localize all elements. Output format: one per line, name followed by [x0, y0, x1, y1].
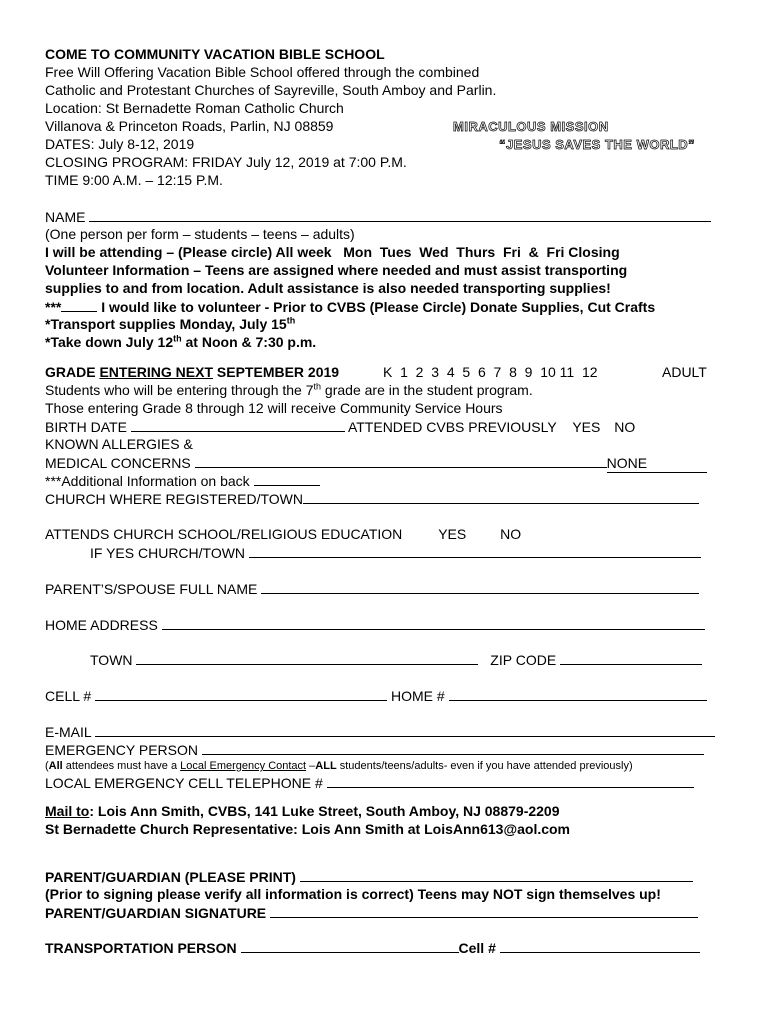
email-field[interactable] — [95, 723, 715, 737]
mail-to-label: Mail to — [45, 803, 90, 819]
grade-adult-option[interactable]: ADULT — [662, 364, 707, 380]
note-all-1: All — [48, 760, 63, 772]
guardian-print-label: PARENT/GUARDIAN (PLEASE PRINT) — [45, 869, 296, 885]
church-row — [45, 490, 699, 508]
volunteer-info-1: Volunteer Information – Teens are assigned where needed and must assist transporting — [45, 262, 628, 278]
volunteer-text[interactable]: I would like to volunteer - Prior to CVBS (Please Circle) Donate Supplies, Cut Crafts — [101, 299, 656, 315]
attending-days[interactable]: I will be attending – (Please circle) All week Mon Tues Wed Thurs Fri & Fri Closing — [45, 244, 620, 260]
take-down-text-a: *Take down July 12 — [45, 334, 174, 350]
volunteer-field[interactable] — [61, 298, 97, 312]
take-down-sup: th — [173, 333, 182, 344]
local-cell-field[interactable] — [327, 774, 694, 788]
if-yes-field[interactable] — [249, 544, 701, 558]
take-down-row — [45, 334, 316, 351]
zip-label: ZIP CODE — [490, 652, 557, 668]
theme-title: MIRACULOUS MISSION — [453, 119, 609, 134]
transport-supplies-row — [45, 316, 295, 333]
medical-field[interactable] — [195, 454, 607, 468]
transportation-label: TRANSPORTATION PERSON — [45, 940, 237, 956]
additional-row — [45, 472, 320, 490]
church-field[interactable] — [303, 490, 699, 504]
medical-label: MEDICAL CONCERNS — [45, 455, 191, 471]
volunteer-info-2: supplies to and from location. Adult assistance is also needed transporting supplies! — [45, 280, 611, 296]
grade-label-c: SEPTEMBER 2019 — [213, 364, 340, 380]
transportation-cell-label: Cell # — [458, 940, 496, 956]
verify-note: (Prior to signing please verify all information is correct) Teens may NOT sign themselves up! — [45, 886, 661, 902]
grade-row — [45, 364, 339, 381]
guardian-print-field[interactable] — [300, 868, 693, 882]
attended-yes-option[interactable]: YES — [572, 419, 601, 435]
form-title: COME TO COMMUNITY VACATION BIBLE SCHOOL — [45, 46, 385, 62]
students-text-a: Students who will be entering through the 7 — [45, 382, 314, 398]
transportation-cell-field[interactable] — [500, 939, 700, 953]
service-hours-text: Those entering Grade 8 through 12 will receive Community Service Hours — [45, 400, 503, 416]
medical-row — [45, 454, 707, 473]
transport-supplies-text: *Transport supplies Monday, July 15 — [45, 316, 287, 332]
email-row — [45, 723, 715, 741]
note-local-contact: Local Emergency Contact — [180, 760, 307, 772]
grade-options[interactable]: K 1 2 3 4 5 6 7 8 9 10 11 12 — [383, 364, 598, 380]
home-phone-field[interactable] — [449, 687, 707, 701]
parent-name-row — [45, 580, 699, 598]
home-phone-label: HOME # — [390, 688, 445, 704]
attends-no-option[interactable]: NO — [500, 526, 522, 542]
name-row — [45, 208, 711, 226]
students-program-row — [45, 382, 533, 399]
mail-to-row — [45, 803, 560, 820]
note-text-1: attendees must have a — [62, 760, 181, 772]
note-open-paren: ( — [45, 760, 49, 772]
local-cell-row — [45, 774, 694, 792]
local-cell-label: LOCAL EMERGENCY CELL TELEPHONE # — [45, 775, 323, 791]
town-field[interactable] — [136, 651, 478, 665]
attended-no-option[interactable]: NO — [614, 419, 636, 435]
name-field[interactable] — [89, 208, 711, 222]
transportation-field[interactable] — [241, 939, 459, 953]
guardian-print-row — [45, 868, 693, 886]
header-line-1: Free Will Offering Vacation Bible School offered through the combined — [45, 64, 480, 80]
emergency-row — [45, 741, 704, 759]
town-row — [90, 651, 702, 669]
note-all-2: ALL — [315, 760, 337, 772]
attended-label: ATTENDED CVBS PREVIOUSLY — [347, 419, 557, 435]
emergency-label: EMERGENCY PERSON — [45, 742, 198, 758]
theme-subtitle: “JESUS SAVES THE WORLD” — [499, 137, 696, 152]
one-person-note: (One person per form – students – teens – adults) — [45, 226, 355, 242]
allergies-label: KNOWN ALLERGIES & — [45, 436, 193, 452]
none-option[interactable] — [607, 455, 707, 473]
attends-row — [45, 526, 521, 543]
church-label: CHURCH WHERE REGISTERED/TOWN — [45, 491, 303, 507]
volunteer-prefix: *** — [45, 299, 62, 315]
home-address-row — [45, 616, 705, 634]
attends-yes-option[interactable]: YES — [438, 526, 467, 542]
header-line-2: Catholic and Protestant Churches of Sayreville, South Amboy and Parlin. — [45, 82, 497, 98]
zip-field[interactable] — [560, 651, 702, 665]
guardian-signature-row — [45, 904, 698, 922]
emergency-field[interactable] — [202, 741, 704, 755]
transportation-row — [45, 939, 700, 957]
representative-text: St Bernadette Church Representative: Lois Ann Smith at LoisAnn613@aol.com — [45, 821, 571, 837]
closing-program-text: CLOSING PROGRAM: FRIDAY July 12, 2019 at 7:00 P.M. — [45, 154, 407, 170]
parent-name-label: PARENT’S/SPOUSE FULL NAME — [45, 581, 258, 597]
additional-label: ***Additional Information on back — [45, 473, 250, 489]
grade-label-b: ENTERING NEXT — [99, 364, 214, 380]
home-address-field[interactable] — [162, 616, 705, 630]
location-text: Location: St Bernadette Roman Catholic Church — [45, 100, 344, 116]
grade-label-a: GRADE — [45, 364, 100, 380]
name-label: NAME — [45, 209, 86, 225]
town-label: TOWN — [90, 652, 133, 668]
if-yes-row — [90, 544, 701, 562]
time-text: TIME 9:00 A.M. – 12:15 P.M. — [45, 172, 223, 188]
phone-row — [45, 687, 707, 705]
additional-field[interactable] — [254, 472, 320, 486]
students-text-b: grade are in the student program. — [321, 382, 533, 398]
email-label: E-MAIL — [45, 724, 92, 740]
guardian-signature-field[interactable] — [270, 904, 698, 918]
note-dash: – — [306, 760, 316, 772]
volunteer-row — [45, 298, 655, 316]
dates-text: DATES: July 8-12, 2019 — [45, 136, 195, 152]
if-yes-label: IF YES CHURCH/TOWN — [90, 545, 246, 561]
address-text: Villanova & Princeton Roads, Parlin, NJ 08859 — [45, 118, 334, 134]
parent-name-field[interactable] — [261, 580, 699, 594]
note-text-2: students/teens/adults- even if you have attended previously) — [336, 760, 633, 772]
birth-date-label: BIRTH DATE — [45, 419, 127, 435]
cell-field[interactable] — [95, 687, 387, 701]
mail-to-address: : Lois Ann Smith, CVBS, 141 Luke Street, South Amboy, NJ 08879-2209 — [89, 803, 560, 819]
birth-date-field[interactable] — [131, 418, 345, 432]
transport-sup: th — [286, 315, 296, 326]
cell-label: CELL # — [45, 688, 92, 704]
emergency-note — [45, 758, 633, 775]
guardian-signature-label: PARENT/GUARDIAN SIGNATURE — [45, 905, 267, 921]
students-sup: th — [313, 381, 322, 392]
take-down-text-b: at Noon & 7:30 p.m. — [181, 334, 317, 350]
attends-label: ATTENDS CHURCH SCHOOL/RELIGIOUS EDUCATION — [45, 526, 403, 542]
birth-date-row — [45, 418, 635, 436]
home-address-label: HOME ADDRESS — [45, 617, 158, 633]
none-option-label: NONE — [606, 455, 648, 471]
